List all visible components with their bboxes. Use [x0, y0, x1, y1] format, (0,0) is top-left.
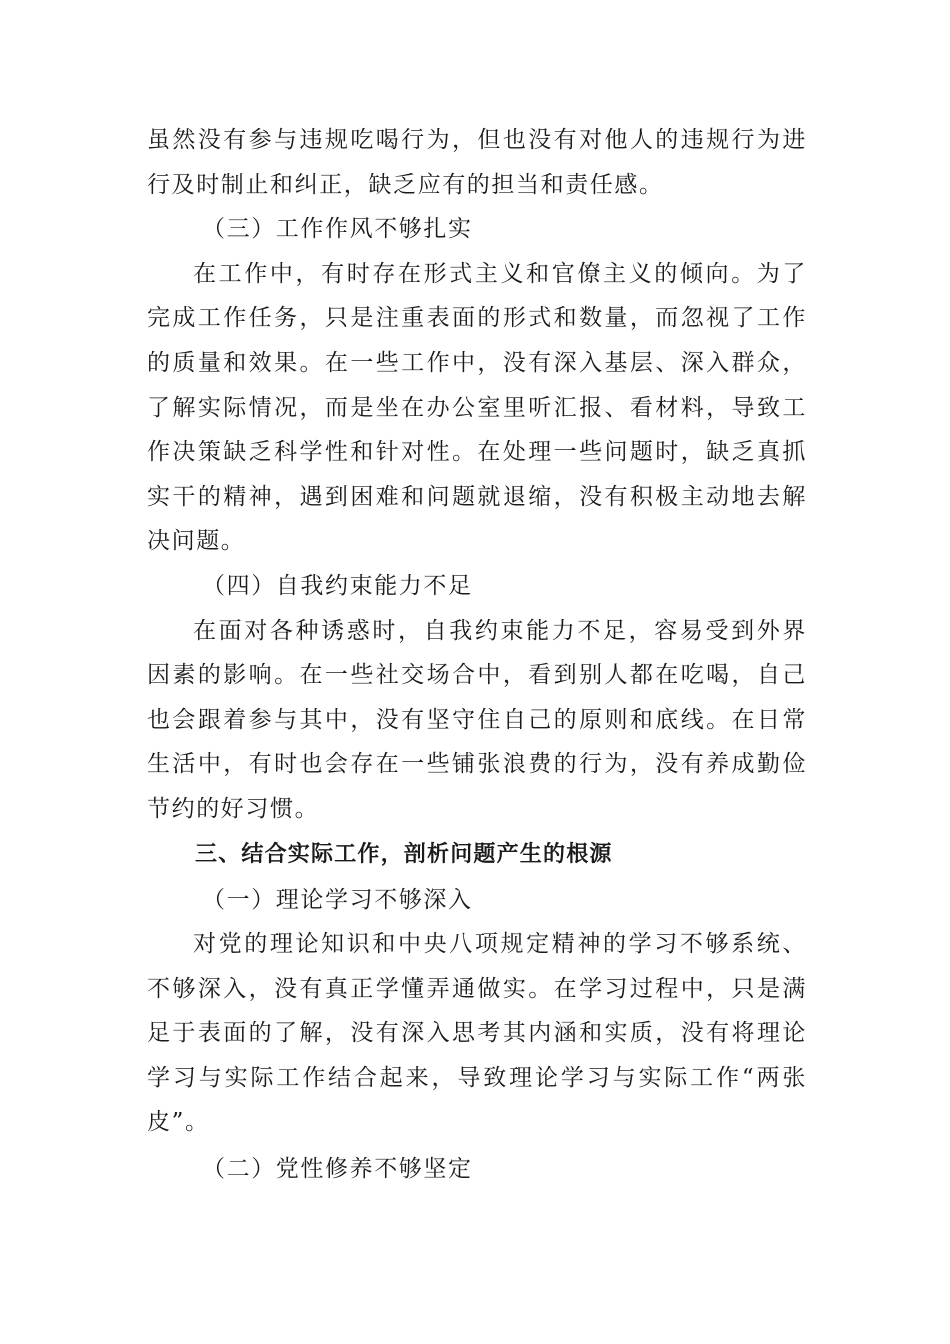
section-heading-root-causes: 三、结合实际工作，剖析问题产生的根源 — [195, 841, 613, 867]
paragraph-theory-study: 对党的理论知识和中央八项规定精神的学习不够系统、不够深入，没有真正学懂弄通做实。在学习过程中，只是满足于表面的了解，没有深入思考其内涵和实质，没有将理论学习与实际工作结合起来，导致理论学习与实际工作“两张皮”。 — [147, 931, 807, 1136]
paragraph-self-discipline: 在面对各种诱惑时，自我约束能力不足，容易受到外界因素的影响。在一些社交场合中，看到别人都在吃喝，自己也会跟着参与其中，没有坚守住自己的原则和底线。在日常生活中，有时也会存在一些铺张浪费的行为，没有养成勤俭节约的好习惯。 — [147, 617, 807, 822]
subheading-self-discipline: （四）自我约束能力不足 — [202, 572, 473, 599]
document-page — [147, 118, 807, 1192]
paragraph-continuation: 虽然没有参与违规吃喝行为，但也没有对他人的违规行为进行及时制止和纠正，缺乏应有的担当和责任感。 — [147, 127, 807, 198]
subheading-theory-study: （一）理论学习不够深入 — [202, 886, 473, 913]
subheading-party-spirit: （二）党性修养不够坚定 — [202, 1156, 473, 1183]
paragraph-work-style: 在工作中，有时存在形式主义和官僚主义的倾向。为了完成工作任务，只是注重表面的形式和数量，而忽视了工作的质量和效果。在一些工作中，没有深入基层、深入群众，了解实际情况，而是坐在办公室里听汇报、看材料，导致工作决策缺乏科学性和针对性。在处理一些问题时，缺乏真抓实干的精神，遇到困难和问题就退缩，没有积极主动地去解决问题。 — [147, 260, 807, 555]
subheading-work-style: （三）工作作风不够扎实 — [202, 216, 473, 243]
